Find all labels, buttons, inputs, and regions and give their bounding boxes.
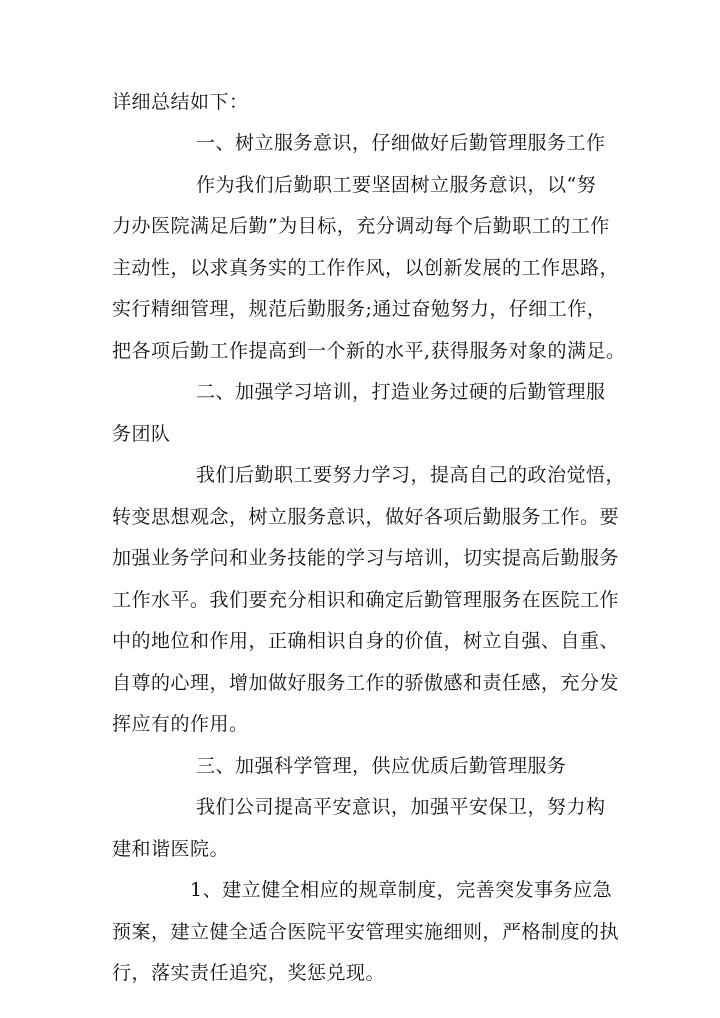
paragraph-1-line-2: 力办医院满足后勤”为目标，充分调动每个后勤职工的工作 (112, 215, 610, 237)
paragraph-2-line-1: 我们后勤职工要努力学习，提高自己的政治觉悟， (196, 464, 626, 486)
item-1-line-1: 1、建立健全相应的规章制度，完善突发事务应急 (190, 879, 613, 901)
paragraph-3-line-1: 我们公司提高平安意识，加强平安保卫，努力构 (196, 796, 606, 818)
paragraph-2-line-6: 自尊的心理，增加做好服务工作的骄傲感和责任感，充分发 (112, 672, 620, 694)
intro-line: 详细总结如下： (112, 91, 249, 113)
item-1-line-2: 预案，建立健全适合医院平安管理实施细则，严格制度的执 (112, 921, 620, 943)
section-heading-3: 三、加强科学管理，供应优质后勤管理服务 (196, 755, 567, 777)
paragraph-1-line-3: 主动性，以求真务实的工作作风，以创新发展的工作思路， (112, 257, 620, 279)
paragraph-2-line-5: 中的地位和作用，正确相识自身的价值，树立自强、自重、 (112, 630, 620, 652)
paragraph-2-line-7: 挥应有的作用。 (112, 713, 249, 735)
section-heading-1: 一、树立服务意识，仔细做好后勤管理服务工作 (196, 132, 606, 154)
paragraph-1-line-1: 作为我们后勤职工要坚固树立服务意识，以“努 (196, 174, 597, 196)
paragraph-1-line-5: 把各项后勤工作提高到一个新的水平,获得服务对象的满足。 (112, 340, 626, 362)
item-1-line-3: 行，落实责任追究，奖惩兑现。 (112, 962, 386, 984)
section-heading-2-line-1: 二、加强学习培训，打造业务过硬的后勤管理服 (196, 381, 606, 403)
paragraph-2-line-3: 加强业务学问和业务技能的学习与培训，切实提高后勤服务 (112, 547, 620, 569)
paragraph-1-line-4: 实行精细管理，规范后勤服务;通过奋勉努力，仔细工作， (112, 298, 607, 320)
paragraph-2-line-2: 转变思想观念，树立服务意识，做好各项后勤服务工作。要 (112, 506, 620, 528)
paragraph-2-line-4: 工作水平。我们要充分相识和确定后勤管理服务在医院工作 (112, 589, 620, 611)
section-heading-2-line-2: 务团队 (112, 423, 171, 445)
paragraph-3-line-2: 建和谐医院。 (112, 838, 230, 860)
